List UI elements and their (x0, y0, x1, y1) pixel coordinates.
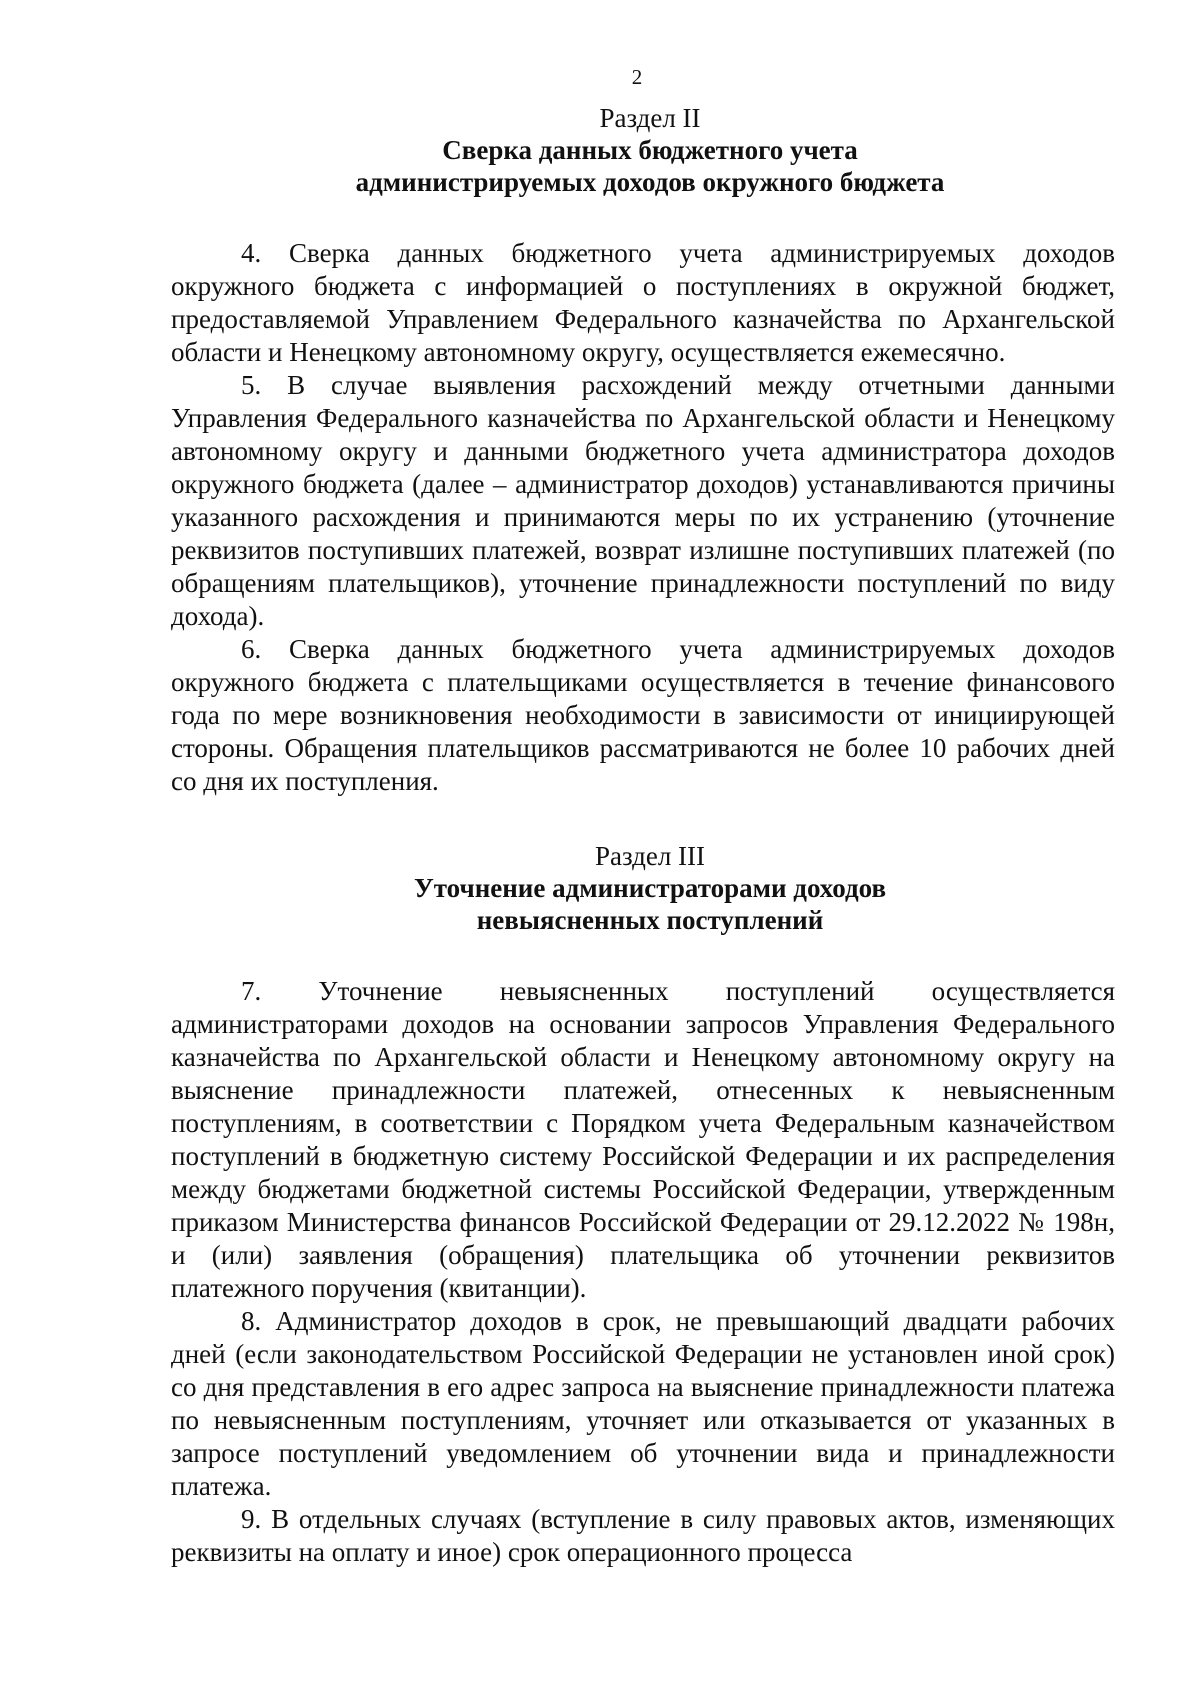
section-3-title-line-1: Уточнение администраторами доходов (413, 873, 887, 903)
paragraph-8: 8. Администратор доходов в срок, не превышающий двадцати рабочих дней (если законодательством Российской Федерации не установлен иной срок) со дня представления в его адрес запроса на выяснение принадлежности платежа по невыясненным поступлениям, уточняет или отказывается от указанных в запросе поступлений уведомлением об уточнении вида и принадлежности платежа. (171, 1306, 1115, 1501)
section-3-body (171, 975, 1115, 1569)
section-3-title-line-2: невыясненных поступлений (476, 905, 824, 935)
section-2-heading (0, 102, 1200, 198)
section-2-body (171, 237, 1115, 798)
section-3-label: Раздел III (594, 841, 706, 871)
paragraph-4: 4. Сверка данных бюджетного учета администрируемых доходов окружного бюджета с информацией о поступлениях в окружной бюджет, предоставляемой Управлением Федерального казначейства по Архангельской области и Ненецкому автономному округу, осуществляется ежемесячно. (171, 238, 1115, 367)
paragraph-7: 7. Уточнение невыясненных поступлений осуществляется администраторами доходов на основании запросов Управления Федерального казначейства по Архангельской области и Ненецкому автономному округу на выяснение принадлежности платежей, отнесенных к невыясненным поступлениям, в соответствии с Порядком учета Федеральным казначейством поступлений в бюджетную систему Российской Федерации и их распределения между бюджетами бюджетной системы Российской Федерации, утвержденным приказом Министерства финансов Российской Федерации от 29.12.2022 № 198н, и (или) заявления (обращения) плательщика об уточнении реквизитов платежного поручения (квитанции). (171, 976, 1115, 1303)
section-2-title-line-1: Сверка данных бюджетного учета (442, 135, 858, 165)
paragraph-5: 5. В случае выявления расхождений между отчетными данными Управления Федерального казначейства по Архангельской области и Ненецкому автономному округу и данными бюджетного учета администратора доходов окружного бюджета (далее – администратор доходов) устанавливаются причины указанного расхождения и принимаются меры по их устранению (уточнение реквизитов поступивших платежей, возврат излишне поступивших платежей (по обращениям плательщиков), уточнение принадлежности поступлений по виду дохода). (171, 370, 1115, 631)
paragraph-9: 9. В отдельных случаях (вступление в силу правовых актов, изменяющих реквизиты на оплату и иное) срок операционного процесса (171, 1504, 1115, 1567)
page-number: 2 (631, 65, 643, 89)
paragraph-6: 6. Сверка данных бюджетного учета администрируемых доходов окружного бюджета с плательщиками осуществляется в течение финансового года по мере возникновения необходимости в зависимости от инициирующей стороны. Обращения плательщиков рассматриваются не более 10 рабочих дней со дня их поступления. (171, 634, 1115, 796)
section-3-heading (0, 840, 1200, 936)
section-2-label: Раздел II (599, 103, 701, 133)
section-2-title-line-2: администрируемых доходов окружного бюджета (355, 167, 945, 197)
